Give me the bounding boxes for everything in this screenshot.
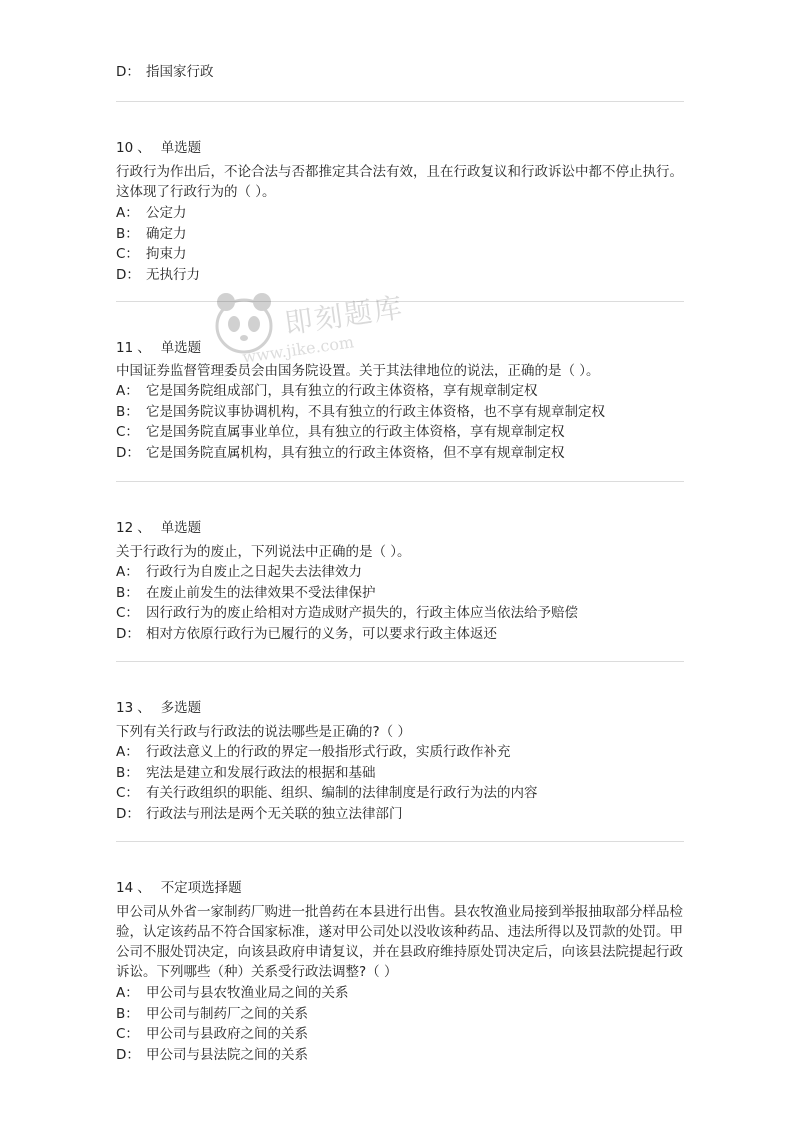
option-text: 它是国务院组成部门，具有独立的行政主体资格，享有规章制定权 [146, 383, 538, 399]
option-text: 拘束力 [146, 246, 187, 262]
question-type: 单选题 [160, 520, 202, 536]
option-letter: C： [116, 1026, 139, 1042]
divider [116, 301, 684, 302]
option-b[interactable] [116, 224, 200, 245]
option-letter: A： [116, 985, 139, 1001]
option-text: 甲公司与县政府之间的关系 [146, 1026, 308, 1042]
watermark-brand: 即刻题库 [282, 290, 406, 341]
question-separator: 、 [137, 880, 151, 896]
option-text: 它是国务院议事协调机构，不具有独立的行政主体资格，也不享有规章制定权 [146, 403, 605, 420]
option-letter: D： [116, 625, 140, 642]
options-12 [116, 562, 578, 644]
option-letter: B： [116, 225, 139, 242]
option-c[interactable] [116, 1024, 349, 1045]
options-10 [116, 203, 200, 285]
option-text: 在废止前发生的法律效果不受法律保护 [146, 584, 376, 601]
option-d[interactable] [116, 265, 200, 286]
option-letter: D： [116, 1046, 140, 1063]
option-b[interactable] [116, 1004, 349, 1025]
option-letter: B： [116, 584, 139, 601]
option-letter: C： [116, 605, 139, 621]
option-letter: A： [116, 205, 139, 221]
question-header-11 [116, 338, 201, 358]
option-text: 确定力 [146, 225, 187, 242]
option-letter: D： [116, 64, 140, 80]
option-letter: B： [116, 1005, 139, 1022]
option-text: 甲公司与县法院之间的关系 [146, 1046, 308, 1063]
question-number: 12 [116, 520, 134, 536]
question-type: 不定项选择题 [160, 880, 242, 896]
option-c[interactable] [116, 422, 605, 443]
option-text: 行政法意义上的行政的界定一般指形式行政，实质行政作补充 [146, 744, 511, 760]
option-a[interactable] [116, 203, 200, 224]
option-d[interactable] [116, 624, 578, 645]
question-header-14 [116, 878, 242, 898]
option-text: 指国家行政 [146, 64, 214, 80]
option-text: 甲公司与制药厂之间的关系 [146, 1005, 308, 1022]
question-separator: 、 [137, 520, 151, 536]
option-a[interactable] [116, 381, 605, 402]
option-letter: B： [116, 764, 139, 781]
prev-option-d[interactable] [116, 62, 214, 82]
question-number: 11 [116, 340, 134, 356]
option-letter: B： [116, 403, 139, 420]
divider [116, 481, 684, 482]
question-separator: 、 [137, 340, 151, 356]
watermark-url: www.jike.com [241, 332, 356, 367]
options-11 [116, 381, 605, 463]
divider [116, 841, 684, 842]
question-stem-10: 行政行为作出后，不论合法与否都推定其合法有效，且在行政复议和行政诉讼中都不停止执行。这体现了行政行为的（ ）。 [116, 164, 683, 200]
option-d[interactable] [116, 804, 538, 825]
option-text: 行政法与刑法是两个无关联的独立法律部门 [146, 805, 403, 822]
question-number: 13 [116, 700, 134, 716]
option-letter: A： [116, 383, 139, 399]
divider [116, 661, 684, 662]
option-text: 有关行政组织的职能、组织、编制的法律制度是行政行为法的内容 [146, 785, 538, 801]
question-header-13 [116, 698, 201, 718]
question-stem-11: 中国证券监督管理委员会由国务院设置。关于其法律地位的说法，正确的是（ ）。 [116, 363, 600, 379]
option-c[interactable] [116, 783, 538, 804]
question-header-10 [116, 138, 201, 158]
question-stem-12: 关于行政行为的废止，下列说法中正确的是（ ）。 [116, 544, 411, 560]
option-letter: C： [116, 424, 139, 440]
option-d[interactable] [116, 443, 605, 464]
option-b[interactable] [116, 763, 538, 784]
option-letter: D： [116, 266, 140, 283]
option-text: 甲公司与县农牧渔业局之间的关系 [146, 985, 349, 1001]
option-c[interactable] [116, 603, 578, 624]
option-c[interactable] [116, 244, 200, 265]
question-header-12 [116, 518, 201, 538]
option-text: 公定力 [146, 205, 187, 221]
option-text: 因行政行为的废止给相对方造成财产损失的，行政主体应当依法给予赔偿 [146, 605, 578, 621]
question-type: 单选题 [160, 340, 202, 356]
question-stem-13: 下列有关行政与行政法的说法哪些是正确的?（ ） [116, 724, 411, 740]
option-a[interactable] [116, 742, 538, 763]
option-a[interactable] [116, 983, 349, 1004]
question-separator: 、 [137, 140, 151, 156]
option-text: 相对方依原行政行为已履行的义务，可以要求行政主体返还 [146, 625, 497, 642]
option-letter: D： [116, 444, 140, 461]
question-number: 10 [116, 140, 134, 156]
question-separator: 、 [137, 700, 151, 716]
option-b[interactable] [116, 402, 605, 423]
option-letter: A： [116, 564, 139, 580]
option-letter: D： [116, 805, 140, 822]
option-d[interactable] [116, 1045, 349, 1066]
options-13 [116, 742, 538, 824]
option-b[interactable] [116, 583, 578, 604]
question-stem-14: 甲公司从外省一家制药厂购进一批兽药在本县进行出售。县农牧渔业局接到举报抽取部分样品检验，认定该药品不符合国家标准，遂对甲公司处以没收该种药品、违法所得以及罚款的处罚。甲公司不服处罚决定，向该县政府申请复议，并在县政府维持原处罚决定后，向该县法院提起行政诉讼。下列哪些（种）关系受行政法调整?（ ） [116, 904, 683, 980]
panda-logo-icon [212, 288, 276, 368]
option-text: 它是国务院直属机构，具有独立的行政主体资格，但不享有规章制定权 [146, 444, 565, 461]
option-text: 它是国务院直属事业单位，具有独立的行政主体资格，享有规章制定权 [146, 424, 565, 440]
question-number: 14 [116, 880, 134, 896]
option-letter: C： [116, 246, 139, 262]
question-type: 多选题 [160, 700, 202, 716]
option-text: 无执行力 [146, 266, 200, 283]
option-text: 宪法是建立和发展行政法的根据和基础 [146, 764, 376, 781]
option-a[interactable] [116, 562, 578, 583]
option-letter: A： [116, 744, 139, 760]
options-14 [116, 983, 349, 1065]
divider [116, 101, 684, 102]
option-letter: C： [116, 785, 139, 801]
question-type: 单选题 [160, 140, 202, 156]
option-text: 行政行为自废止之日起失去法律效力 [146, 564, 362, 580]
